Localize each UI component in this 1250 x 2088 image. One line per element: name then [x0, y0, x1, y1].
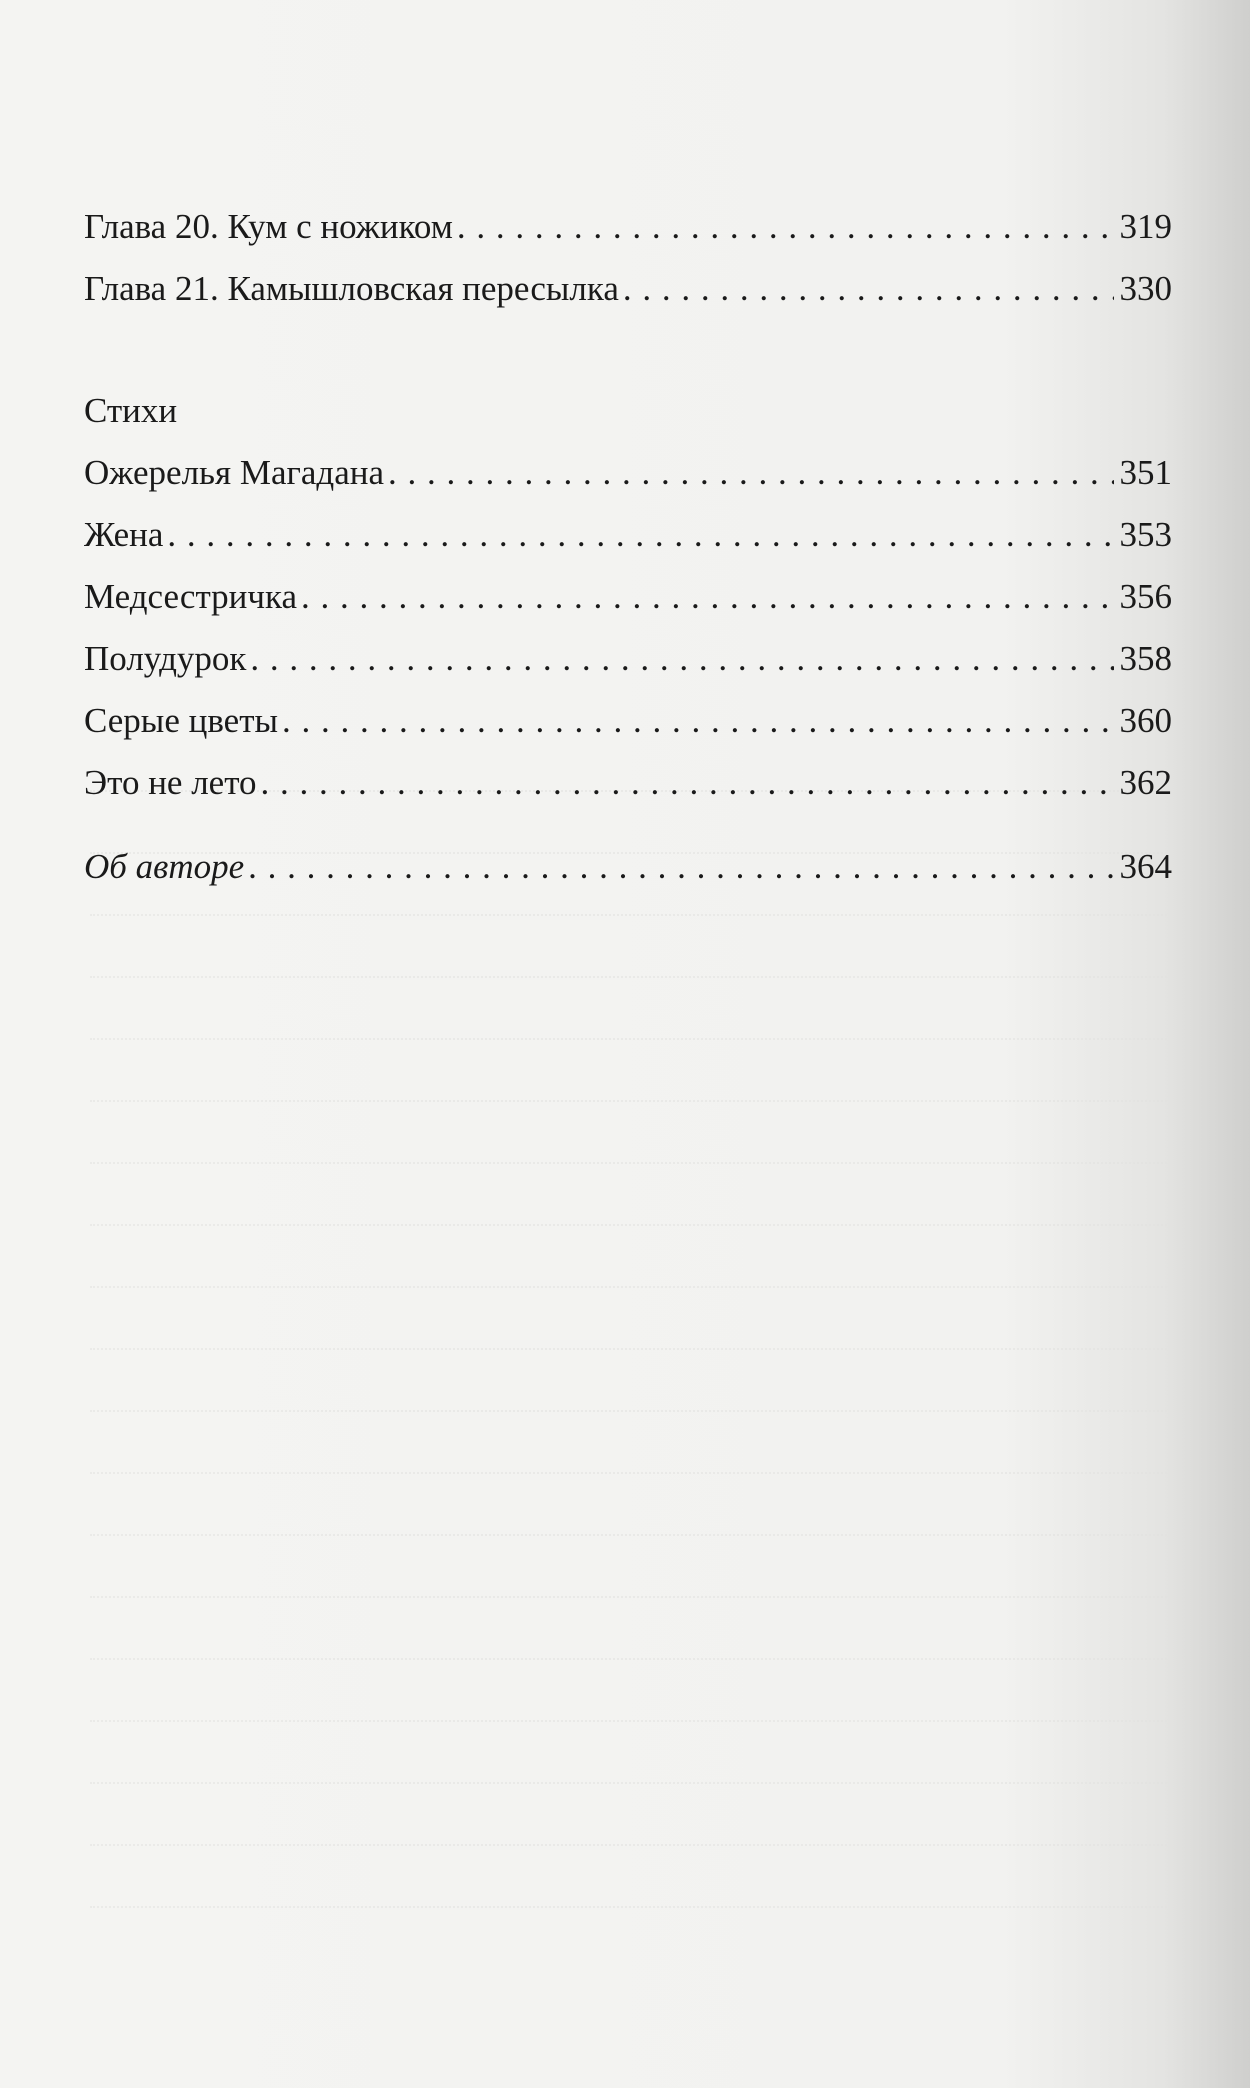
toc-entry-title: Ожерелья Магадана: [84, 453, 384, 492]
toc-entry-page: 358: [1119, 639, 1172, 678]
dot-leader: [301, 566, 1113, 628]
dot-leader: [457, 196, 1114, 258]
dot-leader: [167, 504, 1113, 566]
toc-entry-poem: [84, 690, 1172, 752]
dot-leader: [248, 836, 1113, 898]
dot-leader: [282, 690, 1113, 752]
table-of-contents: [84, 196, 1172, 898]
toc-entry-title: Глава 21. Камышловская пересылка: [84, 269, 619, 308]
dot-leader: [623, 258, 1114, 320]
toc-entry-about-author: [84, 836, 1172, 898]
section-heading-poems: Стихи: [84, 391, 178, 430]
toc-entry-page: 351: [1119, 453, 1172, 492]
toc-entry-title: Глава 20. Кум с ножиком: [84, 207, 453, 246]
toc-entry-chapter-21: [84, 258, 1172, 320]
dot-leader: [250, 628, 1113, 690]
toc-entry-title: Это не лето: [84, 763, 257, 802]
toc-entry-page: 356: [1119, 577, 1172, 616]
toc-entry-title: Медсестричка: [84, 577, 298, 616]
dot-leader: [261, 752, 1114, 814]
toc-entry-page: 319: [1119, 207, 1172, 246]
toc-entry-title: Жена: [84, 515, 164, 554]
toc-entry-title: Серые цветы: [84, 701, 279, 740]
toc-entry-title: Полудурок: [84, 639, 247, 678]
toc-entry-chapter-20: [84, 196, 1172, 258]
toc-entry-poem: [84, 504, 1172, 566]
toc-entry-poem: [84, 566, 1172, 628]
dot-leader: [388, 442, 1114, 504]
toc-entry-page: 362: [1119, 763, 1172, 802]
toc-entry-page: 364: [1119, 847, 1172, 886]
toc-entry-poem: [84, 628, 1172, 690]
toc-entry-title: Об авторе: [84, 847, 245, 886]
toc-entry-page: 330: [1119, 269, 1172, 308]
toc-entry-poem: [84, 752, 1172, 814]
toc-entry-poem: [84, 442, 1172, 504]
toc-entry-page: 353: [1119, 515, 1172, 554]
toc-entry-page: 360: [1119, 701, 1172, 740]
